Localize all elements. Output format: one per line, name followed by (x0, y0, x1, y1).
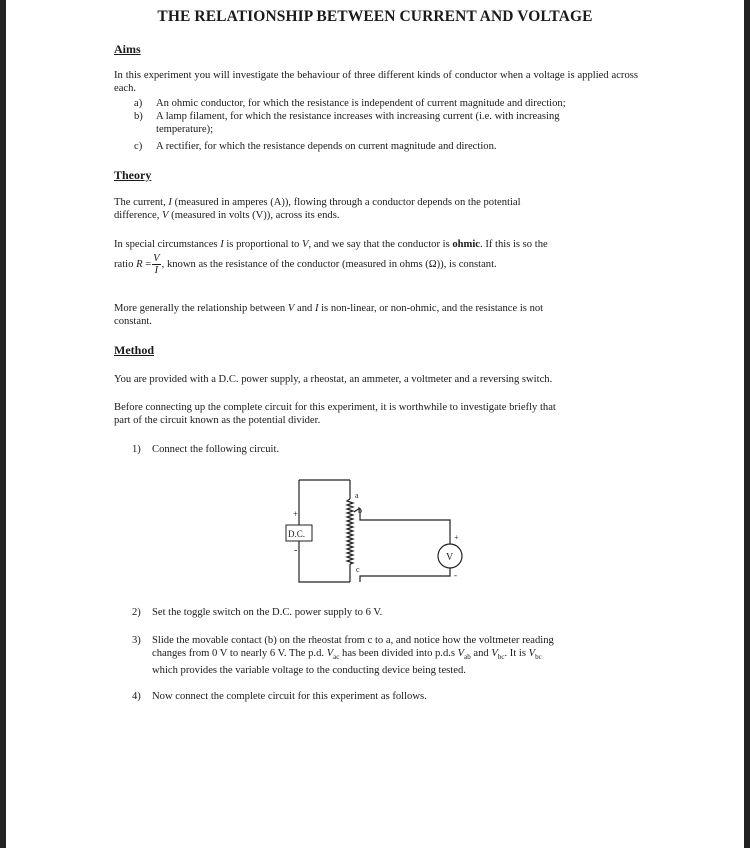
aims-heading: Aims (114, 42, 141, 56)
aims-item-a (134, 97, 644, 110)
step-text: Connect the following circuit. (152, 444, 280, 455)
step-text: Now connect the complete circuit for this experiment as follows. (152, 691, 427, 702)
theory-heading: Theory (114, 168, 152, 182)
theory-paragraph-3: ratio R = $\frac{V}{I}$ , known as the resistance of the conductor (measured in ohms (Ω)), is constant. (114, 253, 497, 276)
method-step-2 (132, 606, 642, 619)
aims-item-text-cont: temperature); (156, 124, 214, 135)
step-label: 3) (132, 635, 141, 646)
method-step-1 (132, 443, 642, 456)
aims-item-text: A lamp filament, for which the resistance increases with increasing current (i.e. with increasing (156, 111, 560, 122)
method-heading: Method (114, 343, 154, 357)
voltmeter-minus-label: - (454, 570, 457, 580)
step-label: 2) (132, 607, 141, 618)
voltmeter-plus-label: + (454, 533, 459, 542)
theory-paragraph-4: More generally the relationship between V and I is non-linear, or non-ohmic, and the resistance is not constant. (114, 303, 544, 327)
circuit-wire-wiper (360, 508, 450, 544)
rheostat-resistor (347, 499, 353, 564)
ratio-fraction: $\frac{V}{I}$ (153, 253, 160, 276)
step-label: 4) (132, 691, 141, 702)
aims-item-label: c) (134, 141, 143, 152)
page-title: THE RELATIONSHIP BETWEEN CURRENT AND VOLTAGE (157, 8, 593, 25)
dc-plus-label: + (293, 509, 299, 519)
aims-item-label: b) (134, 111, 143, 122)
rheostat-label-b: b (358, 506, 362, 515)
step-text: Set the toggle switch on the D.C. power supply to 6 V. (152, 607, 383, 618)
voltmeter-label: V (446, 552, 454, 563)
method-step-4 (132, 690, 642, 703)
left-border (0, 0, 6, 848)
potential-divider-circuit (270, 472, 480, 592)
aims-intro: In this experiment you will investigate the behaviour of three different kinds of conductor when a voltage is applied across each. (114, 70, 638, 94)
theory-paragraph-2: In special circumstances I is proportional to V, and we say that the conductor is ohmic. If this is so the (114, 239, 548, 250)
rheostat-label-a: a (355, 491, 359, 500)
aims-item-label: a) (134, 98, 143, 109)
step-text: Slide the movable contact (b) on the rheostat from c to a, and notice how the voltmeter reading changes from 0 V to nearly 6 V. The p.d. $V_{ac}$ has been divided into p.d.s $V_{ab}$ and $V_{bc}$. It is $V_{bc}$ which provides the variable voltage to the conducting device being tested. (152, 635, 554, 677)
aims-item-text: An ohmic conductor, for which the resistance is independent of current magnitude and direction; (156, 98, 566, 109)
method-step-3 (132, 634, 642, 677)
theory-paragraph-1: The current, I (measured in amperes (A)), flowing through a conductor depends on the potential difference, V (measured in volts (V)), across its ends. (114, 197, 521, 221)
right-border (744, 0, 750, 848)
method-paragraph-2: Before connecting up the complete circuit for this experiment, it is worthwhile to investigate briefly that part of the circuit known as the potential divider. (114, 402, 556, 426)
rheostat-label-c: c (356, 565, 360, 574)
dc-minus-label: - (294, 545, 298, 556)
step-label: 1) (132, 444, 141, 455)
circuit-wire-voltmeter-bottom (360, 568, 450, 582)
aims-item-c (134, 140, 644, 153)
aims-item-b (134, 110, 644, 136)
aims-item-text: A rectifier, for which the resistance depends on current magnitude and direction. (156, 141, 497, 152)
method-paragraph-1: You are provided with a D.C. power supply, a rheostat, an ammeter, a voltmeter and a reversing switch. (114, 374, 553, 385)
dc-label: D.C. (288, 529, 306, 539)
